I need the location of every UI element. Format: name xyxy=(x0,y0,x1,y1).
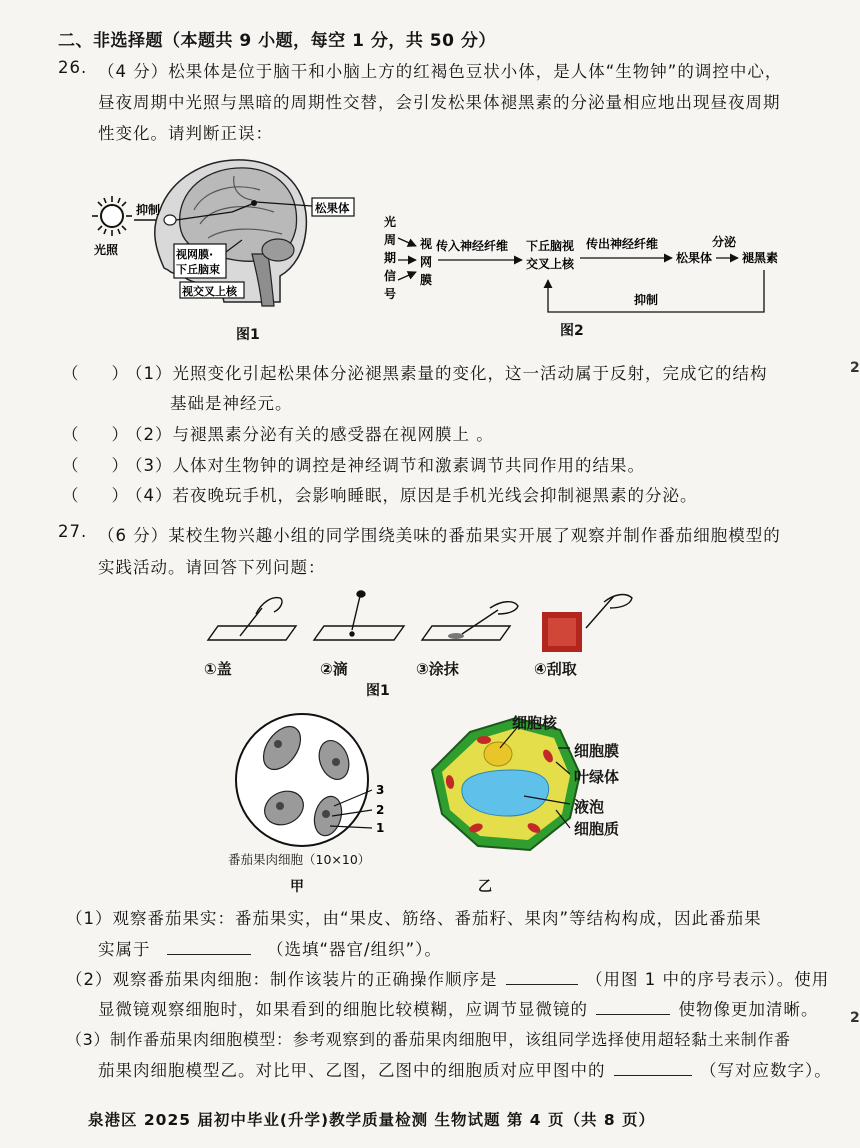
q26-line3: 性变化。请判断正误： xyxy=(98,124,273,143)
yi-label-nucleus: 细胞核 xyxy=(512,714,558,732)
q27-sub2-blank-adjust[interactable] xyxy=(596,1000,670,1015)
fig1-tract-label: 下丘脑束 xyxy=(176,263,220,276)
q26-fig1-caption: 图1 xyxy=(236,327,260,343)
q27-sub1-line1: （1）观察番茄果实：番茄果实，由“果皮、筋络、番茄籽、果肉”等结构构成，因此番茄果 xyxy=(66,909,762,928)
page-footer: 泉港区 2025 届初中毕业(升学)教学质量检测 生物试题 第 4 页（共 8 页） xyxy=(88,1111,656,1129)
flow-diagram xyxy=(380,200,790,320)
q26-fig2-caption: 图2 xyxy=(560,323,584,339)
q26-item1-answer-box[interactable]: （ ） xyxy=(62,364,128,383)
sun-icon xyxy=(92,196,132,236)
fig2-signal-3: 期 xyxy=(384,251,397,265)
q26-item3-answer-box[interactable]: （ ） xyxy=(62,456,128,475)
fig2-signal-5: 号 xyxy=(384,287,397,301)
jia-label-2: 2 xyxy=(376,803,385,817)
q26-item2-text: （2）与褪黑素分泌有关的感受器在视网膜上 。 xyxy=(126,425,494,444)
fig2-retina-3: 膜 xyxy=(420,273,433,287)
fig2-signal-2: 周 xyxy=(384,233,397,247)
q26-line1: （4 分）松果体是位于脑干和小脑上方的红褐色豆状小体，是人体“生物钟”的调控中心， xyxy=(98,62,783,81)
q27-sub2-line4: 使物像更加清晰。 xyxy=(678,1000,819,1019)
q26-item1-text: （1）光照变化引起松果体分泌褪黑素量的变化，这一活动属于反射，完成它的结构 xyxy=(126,364,768,383)
q27-fig1-caption: 图1 xyxy=(366,683,390,699)
fig2-afferent: 传入神经纤维 xyxy=(436,239,509,253)
yi-label-vacuole: 液泡 xyxy=(574,798,605,816)
q27-sub2-blank-order[interactable] xyxy=(506,970,578,985)
fig2-melatonin: 褪黑素 xyxy=(742,251,779,265)
brain-figure xyxy=(84,150,384,310)
section-title: 二、非选择题（本题共 9 小题，每空 1 分，共 50 分） xyxy=(58,31,496,51)
fig1-pineal-label: 松果体 xyxy=(315,201,350,215)
yi-name: 乙 xyxy=(478,879,492,895)
steps-figure xyxy=(200,588,640,658)
yi-label-cytoplasm: 细胞质 xyxy=(574,820,620,838)
slide-shape xyxy=(208,626,296,640)
step-3-label: ③涂抹 xyxy=(416,660,459,678)
q27-sub3-blank[interactable] xyxy=(614,1061,692,1076)
jia-label-3: 3 xyxy=(376,783,385,797)
q26-number: 26. xyxy=(58,58,88,77)
fig1-inhibit-label: 抑制 xyxy=(136,203,161,217)
q27-sub1-line3: （选填“器官/组织”）。 xyxy=(267,940,442,959)
q27-line2: 实践活动。请回答下列问题： xyxy=(98,558,326,577)
fig2-inhibit: 抑制 xyxy=(634,293,659,307)
q27-number: 27. xyxy=(58,522,88,541)
fig2-nucleus-2: 交叉上核 xyxy=(526,257,575,271)
q27-sub3-line2: 茄果肉细胞模型乙。对比甲、乙图，乙图中的细胞质对应甲图中的 xyxy=(98,1061,606,1080)
q27-sub3-line1: （3）制作番茄果肉细胞模型：参考观察到的番茄果肉细胞甲，该组同学选择使用超轻黏土来制作番 xyxy=(66,1030,791,1049)
fig2-efferent: 传出神经纤维 xyxy=(586,237,659,251)
q27-sub3-line3: （写对应数字）。 xyxy=(700,1061,832,1080)
fig1-retina-label: 视网膜· xyxy=(176,248,214,261)
q27-sub1-blank[interactable] xyxy=(167,940,251,955)
q26-line2: 昼夜周期中光照与黑暗的周期性交替，会引发松果体褪黑素的分泌量相应地出现昼夜周期 xyxy=(98,93,781,112)
microscope-view xyxy=(222,710,402,850)
q26-item2-answer-box[interactable]: （ ） xyxy=(62,425,128,444)
jia-name: 甲 xyxy=(290,879,304,895)
edge-mark-top: 2 xyxy=(850,360,860,376)
fig2-secrete: 分泌 xyxy=(712,235,737,249)
fig2-retina-2: 网 xyxy=(420,255,433,269)
fig2-pineal: 松果体 xyxy=(676,251,713,265)
step-4-label: ④刮取 xyxy=(534,660,577,678)
q26-item3-text: （3）人体对生物钟的调控是神经调节和激素调节共同作用的结果。 xyxy=(126,456,645,475)
yi-label-membrane: 细胞膜 xyxy=(574,742,620,760)
fig2-retina-1: 视 xyxy=(420,237,433,251)
jia-caption: 番茄果肉细胞（10×10） xyxy=(228,852,371,867)
fig2-signal-4: 信 xyxy=(384,269,397,283)
jia-label-1: 1 xyxy=(376,821,385,835)
q27-sub1-line2: 实属于 xyxy=(98,940,151,959)
fig2-signal-1: 光 xyxy=(384,215,397,229)
step-1-label: ①盖 xyxy=(204,660,232,678)
fig1-light-label: 光照 xyxy=(94,243,119,257)
edge-mark-bottom: 2 xyxy=(850,1010,860,1026)
step-2-label: ②滴 xyxy=(320,660,348,678)
q26-item4-text: （4）若夜晚玩手机，会影响睡眠，原因是手机光线会抑制褪黑素的分泌。 xyxy=(126,486,698,505)
q27-sub2-line1: （2）观察番茄果肉细胞：制作该装片的正确操作顺序是 xyxy=(66,970,498,989)
q27-sub2-line3: 显微镜观察细胞时，如果看到的细胞比较模糊，应调节显微镜的 xyxy=(98,1000,588,1019)
q27-line1: （6 分）某校生物兴趣小组的同学围绕美味的番茄果实开展了观察并制作番茄细胞模型的 xyxy=(98,526,781,545)
q26-item4-answer-box[interactable]: （ ） xyxy=(62,486,128,505)
fig2-nucleus-1: 下丘脑视 xyxy=(526,239,575,253)
fig1-chiasm-label: 视交叉上核 xyxy=(182,285,237,298)
q26-item1-cont: 基础是神经元。 xyxy=(170,394,293,413)
q27-sub2-line2: （用图 1 中的序号表示）。使用 xyxy=(586,970,830,989)
yi-label-chloroplast: 叶绿体 xyxy=(574,768,620,786)
